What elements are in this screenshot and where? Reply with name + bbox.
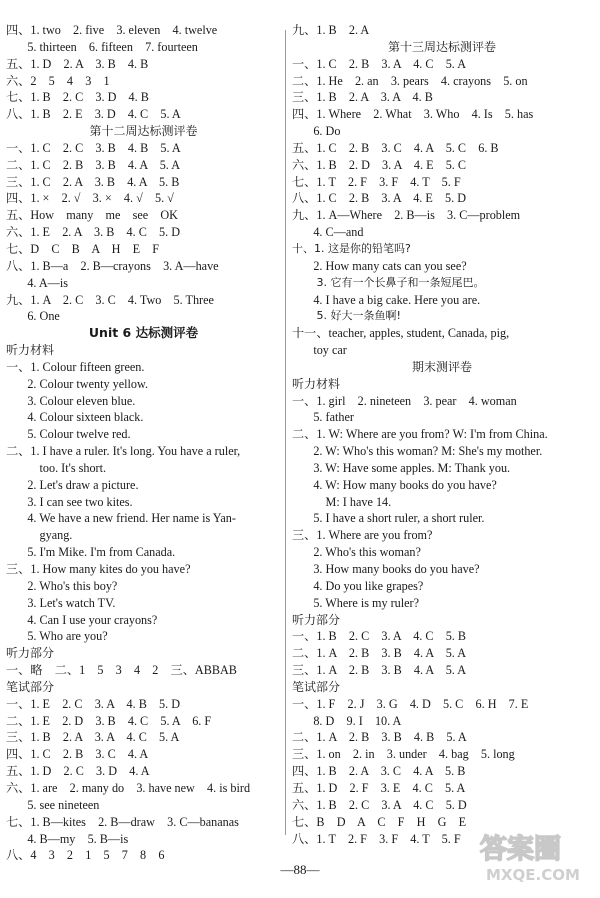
answer-line: too. It's short. — [6, 460, 107, 475]
answer-line: 4. W: How many books do you have? — [292, 477, 497, 492]
answer-line: 八、1. T 2. F 3. F 4. T 5. F — [292, 831, 461, 846]
answer-line: 五、1. D 2. C 3. D 4. A — [6, 764, 150, 779]
answer-line: 5. I have a short ruler, a short ruler. — [292, 511, 485, 526]
answer-line: 七、1. B 2. C 3. D 4. B — [6, 90, 149, 105]
answer-line: 七、1. B—kites 2. B—draw 3. C—bananas — [6, 814, 239, 829]
answer-line: 九、1. A 2. C 3. C 4. Two 5. Three — [6, 292, 214, 307]
answer-line: 一、1. C 2. C 3. B 4. B 5. A — [6, 140, 181, 155]
answer-line: 六、1. B 2. D 3. A 4. E 5. C — [292, 157, 467, 172]
answer-line: 3. Colour eleven blue. — [6, 393, 136, 408]
answer-line: 六、1. B 2. C 3. A 4. C 5. D — [292, 797, 467, 812]
watermark-bottom-text: MXQE.COM — [486, 866, 580, 884]
answer-line: 三、1. C 2. A 3. B 4. A 5. B — [6, 174, 180, 189]
section-title: 第十三周达标测评卷 — [387, 39, 496, 54]
answer-line: 一、1. Colour fifteen green. — [6, 359, 145, 374]
answer-line: 二、1. C 2. B 3. B 4. A 5. A — [6, 157, 181, 172]
answer-line: 四、1. Where 2. What 3. Who 4. Is 5. has — [292, 107, 534, 122]
answer-line: 一、1. B 2. C 3. A 4. C 5. B — [292, 629, 467, 644]
answer-line: 5. I'm Mike. I'm from Canada. — [6, 545, 176, 560]
answer-line: 七、B D A C F H G E — [292, 814, 467, 829]
section-heading: 听力部分 — [6, 646, 55, 661]
answer-line: 八、1. C 2. B 3. A 4. E 5. D — [292, 191, 467, 206]
answer-line: 十一、teacher, apples, student, Canada, pig, — [292, 326, 510, 341]
section-title: 第十二周达标测评卷 — [89, 124, 198, 139]
answer-line: 4. I have a big cake. Here you are. — [292, 292, 481, 307]
answer-line: 2. Let's draw a picture. — [6, 477, 139, 492]
answer-line: 六、2 5 4 3 1 — [6, 73, 110, 88]
answer-line: 2. Who's this boy? — [6, 578, 118, 593]
answer-line: 五、1. D 2. F 3. E 4. C 5. A — [292, 780, 466, 795]
answer-line: toy car — [292, 343, 347, 358]
watermark-logo — [476, 828, 592, 888]
answer-line: 5. see nineteen — [6, 797, 100, 812]
answer-line: 一、1. C 2. B 3. A 4. C 5. A — [292, 56, 467, 71]
answer-line: 4. B—my 5. B—is — [6, 831, 129, 846]
answer-line: 六、1. are 2. many do 3. have new 4. is bird — [6, 780, 251, 795]
section-title: Unit 6 达标测评卷 — [88, 325, 199, 341]
answer-line: 四、1. C 2. B 3. C 4. A — [6, 747, 149, 762]
answer-line: 三、1. on 2. in 3. under 4. bag 5. long — [292, 747, 515, 762]
answer-line: 4. We have a new friend. Her name is Yan- — [6, 511, 236, 526]
right-column — [292, 22, 592, 847]
answer-line: 八、1. B 2. E 3. D 4. C 5. A — [6, 107, 181, 122]
answer-line: 二、1. A 2. B 3. B 4. A 5. A — [292, 646, 467, 661]
column-divider — [285, 30, 286, 835]
answer-line: 三、1. A 2. B 3. B 4. A 5. A — [292, 663, 467, 678]
answer-line: 二、1. W: Where are you from? W: I'm from China. — [292, 427, 548, 442]
answer-line: 三、1. B 2. A 3. A 4. C 5. A — [6, 730, 180, 745]
left-column — [6, 22, 281, 864]
answer-line: 5. father — [292, 410, 354, 425]
answer-line: 二、1. He 2. an 3. pears 4. crayons 5. on — [292, 73, 528, 88]
watermark-top-text: 答案圈 — [480, 834, 561, 865]
answer-line: 九、1. A—Where 2. B—is 3. C—problem — [292, 208, 521, 223]
answer-line: 5. Where is my ruler? — [292, 595, 420, 610]
answer-line: 二、1. I have a ruler. It's long. You have a ruler, — [6, 444, 241, 459]
answer-line: 一、1. E 2. C 3. A 4. B 5. D — [6, 696, 181, 711]
answer-line: 4. Do you like grapes? — [292, 578, 424, 593]
answer-line: 一、1. girl 2. nineteen 3. pear 4. woman — [292, 393, 517, 408]
answer-line: 2. How many cats can you see? — [292, 258, 467, 273]
answer-line: 2. Who's this woman? — [292, 545, 421, 560]
answer-line: 3. Let's watch TV. — [6, 595, 116, 610]
answer-line: 八、4 3 2 1 5 7 8 6 — [6, 848, 165, 863]
answer-line: 一、略 二、1 5 3 4 2 三、ABBAB — [6, 663, 237, 678]
answer-line: 5. 好大一条鱼啊! — [292, 309, 401, 323]
answer-line: 四、1. B 2. A 3. C 4. A 5. B — [292, 764, 466, 779]
answer-line: 一、1. F 2. J 3. G 4. D 5. C 6. H 7. E — [292, 696, 529, 711]
section-heading: 笔试部分 — [292, 679, 341, 694]
answer-line: 九、1. B 2. A — [292, 23, 370, 37]
answer-line: 2. Colour twenty yellow. — [6, 376, 149, 391]
answer-line: 二、1. E 2. D 3. B 4. C 5. A 6. F — [6, 713, 212, 728]
answer-line: 四、1. two 2. five 3. eleven 4. twelve — [6, 23, 218, 37]
section-title: 期末测评卷 — [411, 359, 472, 374]
answer-line: 五、1. D 2. A 3. B 4. B — [6, 56, 149, 71]
answer-line: 6. Do — [292, 124, 341, 139]
answer-line: 3. How many books do you have? — [292, 562, 480, 576]
answer-line: 3. 它有一个长鼻子和一条短尾巴。 — [292, 275, 485, 289]
section-heading: 听力材料 — [292, 376, 341, 391]
answer-line: 5. thirteen 6. fifteen 7. fourteen — [6, 39, 198, 54]
answer-line: 六、1. E 2. A 3. B 4. C 5. D — [6, 225, 181, 240]
answer-line: 三、1. B 2. A 3. A 4. B — [292, 90, 433, 105]
answer-line: 七、D C B A H E F — [6, 241, 160, 256]
answer-line: 4. Can I use your crayons? — [6, 612, 158, 627]
answer-line: 四、1. × 2. √ 3. × 4. √ 5. √ — [6, 191, 174, 206]
answer-line: 五、How many me see OK — [6, 208, 178, 223]
answer-line: 5. Colour twelve red. — [6, 427, 131, 442]
section-heading: 听力部分 — [292, 612, 341, 627]
answer-line: 4. Colour sixteen black. — [6, 410, 144, 425]
answer-line: 七、1. T 2. F 3. F 4. T 5. F — [292, 174, 461, 189]
answer-line: 五、1. C 2. B 3. C 4. A 5. C 6. B — [292, 140, 499, 155]
answer-line: 2. W: Who's this woman? M: She's my mother. — [292, 444, 543, 459]
answer-line: 十、1. 这是你的铅笔吗? — [292, 241, 411, 255]
answer-line: gyang. — [6, 528, 73, 543]
section-heading: 听力材料 — [6, 343, 55, 358]
answer-line: 二、1. A 2. B 3. B 4. B 5. A — [292, 730, 467, 745]
answer-line: 3. W: Have some apples. M: Thank you. — [292, 460, 511, 475]
answer-line: 5. Who are you? — [6, 629, 108, 644]
answer-line: 三、1. How many kites do you have? — [6, 562, 191, 576]
answer-line: 4. C—and — [292, 225, 364, 240]
answer-line: 八、1. B—a 2. B—crayons 3. A—have — [6, 258, 219, 273]
answer-line: 6. One — [6, 309, 60, 324]
answer-line: 4. A—is — [6, 275, 68, 290]
page-number: —88— — [280, 862, 320, 877]
section-heading: 笔试部分 — [6, 679, 55, 694]
answer-line: M: I have 14. — [292, 494, 392, 509]
answer-line: 8. D 9. I 10. A — [292, 713, 402, 728]
answer-line: 3. I can see two kites. — [6, 494, 133, 509]
answer-line: 三、1. Where are you from? — [292, 528, 433, 543]
